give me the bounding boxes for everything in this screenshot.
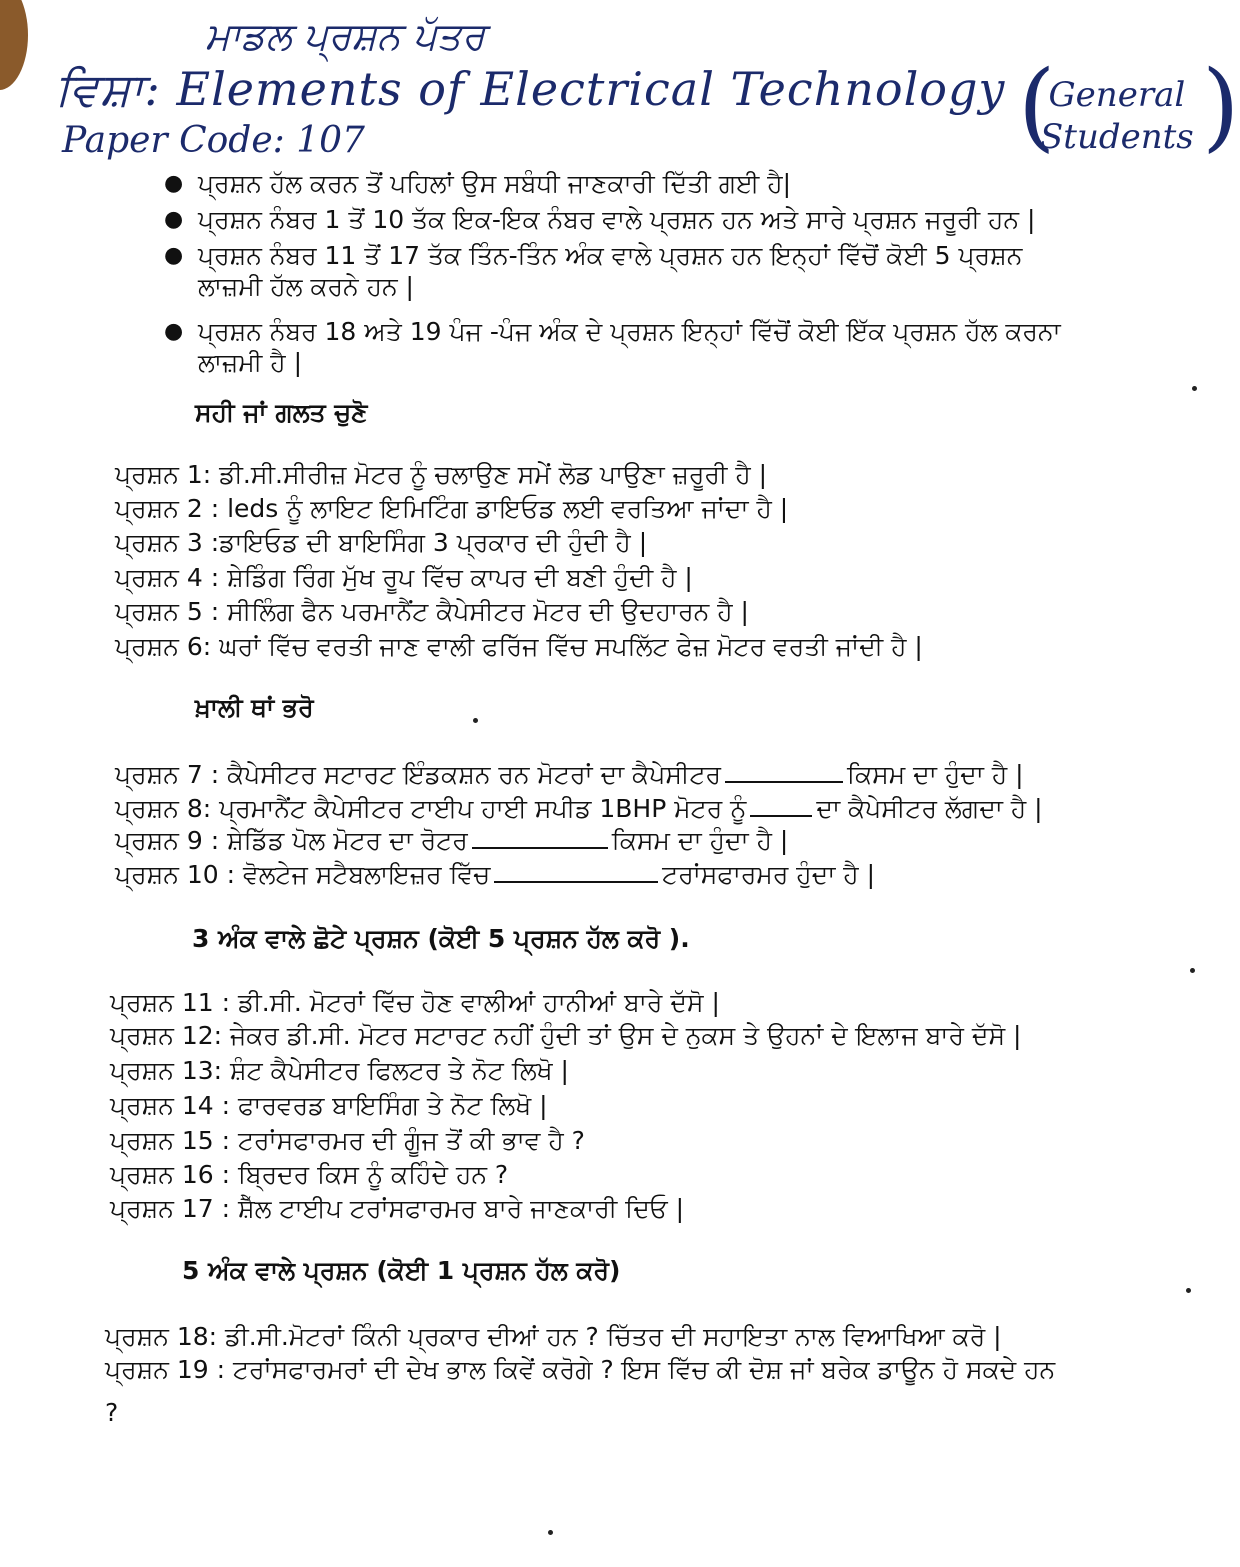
question-19: ਪ੍ਰਸ਼ਨ 19 : ਟਰਾਂਸਫਾਰਮਰਾਂ ਦੀ ਦੇਖ ਭਾਲ ਕਿਵੇਂ ਕਰੋਗੇ ? ਇਸ ਵਿੱਚ ਕੀ ਦੋਸ਼ ਜਾਂ ਬਰੇਕ ਡਾਊਨ ਹੋ ਸਕਦੇ ਹਨ bbox=[105, 1355, 1056, 1384]
answer-blank[interactable] bbox=[725, 761, 843, 783]
question-7: ਪ੍ਰਸ਼ਨ 7 : ਕੈਪੇਸੀਟਰ ਸਟਾਰਟ ਇੰਡਕਸ਼ਨ ਰਨ ਮੋਟਰਾਂ ਦਾ ਕੈਪੇਸੀਟਰ ਕਿਸਮ ਦਾ ਹੁੰਦਾ ਹੈ | bbox=[115, 760, 1024, 789]
instruction-item: ● ਪ੍ਰਸ਼ਨ ਨੰਬਰ 1 ਤੋਂ 10 ਤੱਕ ਇਕ-ਇਕ ਨੰਬਰ ਵਾਲੇ ਪ੍ਰਸ਼ਨ ਹਨ ਅਤੇ ਸਾਰੇ ਪ੍ਰਸ਼ਨ ਜਰੂਰੀ ਹਨ | bbox=[164, 205, 1036, 234]
question-17: ਪ੍ਰਸ਼ਨ 17 : ਸ਼ੈੱਲ ਟਾਈਪ ਟਰਾਂਸਫਾਰਮਰ ਬਾਰੇ ਜਾਣਕਾਰੀ ਦਿਓ | bbox=[110, 1194, 685, 1223]
question-16: ਪ੍ਰਸ਼ਨ 16 : ਬ੍ਰਿਦਰ ਕਿਸ ਨੂੰ ਕਹਿੰਦੇ ਹਨ ? bbox=[110, 1160, 509, 1189]
instruction-item: ● ਪ੍ਰਸ਼ਨ ਹੱਲ ਕਰਨ ਤੋਂ ਪਹਿਲਾਂ ਉਸ ਸਬੰਧੀ ਜਾਣਕਾਰੀ ਦਿੱਤੀ ਗਈ ਹੈ| bbox=[164, 169, 792, 198]
section-heading-true-false: ਸਹੀ ਜਾਂ ਗਲਤ ਚੁਣੋ bbox=[195, 398, 368, 427]
handwritten-subject: ਵਿਸ਼ਾ: Elements of Electrical Technology bbox=[55, 62, 1006, 116]
answer-blank[interactable] bbox=[472, 827, 608, 849]
question-19-continuation: ? bbox=[105, 1398, 119, 1427]
answer-blank[interactable] bbox=[750, 795, 812, 817]
instruction-item: ● ਪ੍ਰਸ਼ਨ ਨੰਬਰ 11 ਤੋਂ 17 ਤੱਕ ਤਿੰਨ-ਤਿੰਨ ਅੰਕ ਵਾਲੇ ਪ੍ਰਸ਼ਨ ਹਨ ਇਨ੍ਹਾਂ ਵਿੱਚੋਂ ਕੋਈ 5 ਪ੍ਰਸ਼ਨ ਲਾਜ਼ਮੀ ਹੱਲ ਕਰਨੇ ਹਨ | bbox=[164, 241, 1023, 301]
scan-dot bbox=[473, 718, 478, 723]
handwritten-general: General bbox=[1048, 75, 1186, 115]
question-18: ਪ੍ਰਸ਼ਨ 18: ਡੀ.ਸੀ.ਮੋਟਰਾਂ ਕਿੰਨੀ ਪ੍ਰਕਾਰ ਦੀਆਂ ਹਨ ? ਚਿੱਤਰ ਦੀ ਸਹਾਇਤਾ ਨਾਲ ਵਿਆਖਿਆ ਕਰੋ | bbox=[105, 1322, 1002, 1351]
bullet-icon: ● bbox=[164, 243, 184, 268]
question-1: ਪ੍ਰਸ਼ਨ 1: ਡੀ.ਸੀ.ਸੀਰੀਜ਼ ਮੋਟਰ ਨੂੰ ਚਲਾਉਣ ਸਮੇਂ ਲੋਡ ਪਾਉਣਾ ਜ਼ਰੂਰੀ ਹੈ | bbox=[115, 460, 768, 489]
question-9: ਪ੍ਰਸ਼ਨ 9 : ਸ਼ੇਡਿੱਡ ਪੋਲ ਮੋਟਰ ਦਾ ਰੋਟਰ ਕਿਸਮ ਦਾ ਹੁੰਦਾ ਹੈ | bbox=[115, 826, 789, 855]
section-heading-fill-blanks: ਖ਼ਾਲੀ ਥਾਂ ਭਰੋ bbox=[195, 693, 314, 722]
question-4: ਪ੍ਰਸ਼ਨ 4 : ਸ਼ੇਡਿੰਗ ਰਿੰਗ ਮੁੱਖ ਰੂਪ ਵਿੱਚ ਕਾਪਰ ਦੀ ਬਣੀ ਹੁੰਦੀ ਹੈ | bbox=[115, 563, 693, 592]
handwritten-paper-code: Paper Code: 107 bbox=[62, 120, 365, 161]
answer-blank[interactable] bbox=[494, 861, 658, 883]
paper-stain bbox=[0, 0, 28, 90]
instruction-item: ● ਪ੍ਰਸ਼ਨ ਨੰਬਰ 18 ਅਤੇ 19 ਪੰਜ -ਪੰਜ ਅੰਕ ਦੇ ਪ੍ਰਸ਼ਨ ਇਨ੍ਹਾਂ ਵਿੱਚੋਂ ਕੋਈ ਇੱਕ ਪ੍ਰਸ਼ਨ ਹੱਲ ਕਰਨਾ ਲਾਜ਼ਮੀ ਹੈ | bbox=[164, 317, 1061, 377]
handwritten-title: ਮਾਡਲ ਪ੍ਰਸ਼ਨ ਪੱਤਰ bbox=[205, 14, 485, 58]
question-14: ਪ੍ਰਸ਼ਨ 14 : ਫਾਰਵਰਡ ਬਾਇਸਿੰਗ ਤੇ ਨੋਟ ਲਿਖੋ | bbox=[110, 1091, 548, 1120]
handwritten-paren-right: ) bbox=[1202, 50, 1240, 162]
question-13: ਪ੍ਰਸ਼ਨ 13: ਸ਼ੰਟ ਕੈਪੇਸੀਟਰ ਫਿਲਟਰ ਤੇ ਨੋਟ ਲਿਖੋ | bbox=[110, 1056, 569, 1085]
bullet-icon: ● bbox=[164, 319, 184, 344]
question-8: ਪ੍ਰਸ਼ਨ 8: ਪ੍ਰਮਾਨੈਂਟ ਕੈਪੇਸੀਟਰ ਟਾਈਪ ਹਾਈ ਸਪੀਡ 1BHP ਮੋਟਰ ਨੂੰ ਦਾ ਕੈਪੇਸੀਟਰ ਲੱਗਦਾ ਹੈ | bbox=[115, 794, 1043, 823]
scan-dot bbox=[1186, 1288, 1191, 1293]
bullet-icon: ● bbox=[164, 207, 184, 232]
question-11: ਪ੍ਰਸ਼ਨ 11 : ਡੀ.ਸੀ. ਮੋਟਰਾਂ ਵਿੱਚ ਹੋਣ ਵਾਲੀਆਂ ਹਾਨੀਆਂ ਬਾਰੇ ਦੱਸੋ | bbox=[110, 988, 720, 1017]
scan-dot bbox=[1192, 386, 1197, 391]
instructions-list bbox=[160, 168, 1080, 383]
question-15: ਪ੍ਰਸ਼ਨ 15 : ਟਰਾਂਸਫਾਰਮਰ ਦੀ ਗੂੰਜ ਤੋਂ ਕੀ ਭਾਵ ਹੈ ? bbox=[110, 1126, 585, 1155]
scan-dot bbox=[1190, 968, 1195, 973]
question-3: ਪ੍ਰਸ਼ਨ 3 :ਡਾਇਓਡ ਦੀ ਬਾਇਸਿੰਗ 3 ਪ੍ਰਕਾਰ ਦੀ ਹੁੰਦੀ ਹੈ | bbox=[115, 528, 648, 557]
handwritten-paren-left: ( bbox=[1018, 50, 1056, 162]
question-6: ਪ੍ਰਸ਼ਨ 6: ਘਰਾਂ ਵਿੱਚ ਵਰਤੀ ਜਾਣ ਵਾਲੀ ਫਰਿੱਜ ਵਿੱਚ ਸਪਲਿੱਟ ਫੇਜ਼ ਮੋਟਰ ਵਰਤੀ ਜਾਂਦੀ ਹੈ | bbox=[115, 632, 923, 661]
scan-dot bbox=[548, 1530, 553, 1535]
question-5: ਪ੍ਰਸ਼ਨ 5 : ਸੀਲਿੰਗ ਫੈਨ ਪਰਮਾਨੈਂਟ ਕੈਪੇਸੀਟਰ ਮੋਟਰ ਦੀ ਉਦਹਾਰਨ ਹੈ | bbox=[115, 597, 749, 626]
handwritten-general-students bbox=[1040, 74, 1194, 158]
question-2: ਪ੍ਰਸ਼ਨ 2 : leds ਨੂੰ ਲਾਇਟ ਇਮਿਟਿੰਗ ਡਾਇਓਡ ਲਈ ਵਰਤਿਆ ਜਾਂਦਾ ਹੈ | bbox=[115, 494, 789, 523]
question-12: ਪ੍ਰਸ਼ਨ 12: ਜੇਕਰ ਡੀ.ਸੀ. ਮੋਟਰ ਸਟਾਰਟ ਨਹੀਂ ਹੁੰਦੀ ਤਾਂ ਉਸ ਦੇ ਨੁਕਸ ਤੇ ਉਹਨਾਂ ਦੇ ਇਲਾਜ ਬਾਰੇ ਦੱਸੋ | bbox=[110, 1021, 1022, 1050]
handwritten-students: Students bbox=[1040, 117, 1194, 157]
bullet-icon: ● bbox=[164, 171, 184, 196]
section-heading-short-questions: 3 ਅੰਕ ਵਾਲੇ ਛੋਟੇ ਪ੍ਰਸ਼ਨ (ਕੋਈ 5 ਪ੍ਰਸ਼ਨ ਹੱਲ ਕਰੋ ). bbox=[192, 924, 690, 953]
section-heading-long-questions: 5 ਅੰਕ ਵਾਲੇ ਪ੍ਰਸ਼ਨ (ਕੋਈ 1 ਪ੍ਰਸ਼ਨ ਹੱਲ ਕਰੋ) bbox=[182, 1256, 621, 1285]
question-10: ਪ੍ਰਸ਼ਨ 10 : ਵੋਲਟੇਜ ਸਟੈਬਲਾਇਜ਼ਰ ਵਿੱਚ ਟਰਾਂਸਫਾਰਮਰ ਹੁੰਦਾ ਹੈ | bbox=[115, 860, 876, 889]
